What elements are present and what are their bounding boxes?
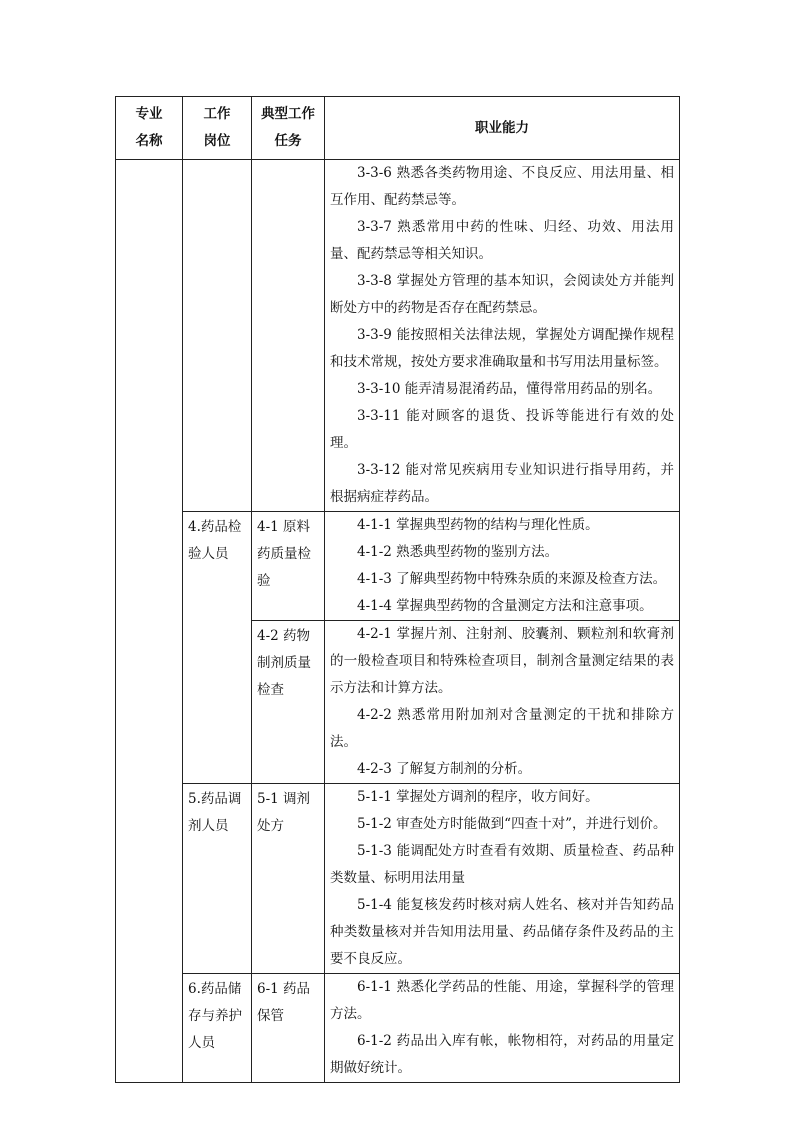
position-cell: 6.药品储存与养护人员 (183, 974, 252, 1083)
table-row (116, 512, 680, 621)
competency-table (115, 96, 680, 1083)
major-name-cell (116, 160, 183, 1083)
ability-item: 5-1-3 能调配处方时查看有效期、质量检查、药品种类数量、标明用法用量 (330, 843, 674, 886)
header-task-line2: 任务 (274, 133, 302, 149)
ability-item: 3-3-9 能按照相关法律法规，掌握处方调配操作规程和技术常规，按处方要求准确取量和书写用法用量标签。 (330, 327, 674, 370)
ability-item: 3-3-8 掌握处方管理的基本知识，会阅读处方并能判断处方中的药物是否存在配药禁忌。 (330, 273, 674, 316)
header-typical-task (252, 97, 325, 160)
ability-cell (325, 621, 680, 784)
ability-item: 4-1-4 掌握典型药物的含量测定方法和注意事项。 (357, 598, 653, 614)
ability-item: 6-1-1 熟悉化学药品的性能、用途，掌握科学的管理方法。 (330, 979, 674, 1022)
ability-item: 4-1-2 熟悉典型药物的鉴别方法。 (357, 544, 559, 560)
position-cell: 4.药品检验人员 (183, 512, 252, 784)
header-row (116, 97, 680, 160)
ability-cell (325, 512, 680, 621)
ability-item: 3-3-12 能对常见疾病用专业知识进行指导用药，并根据病症荐药品。 (330, 462, 674, 505)
ability-cell (325, 974, 680, 1083)
table-row (116, 160, 680, 512)
task-cell: 4-2 药物制剂质量检查 (252, 621, 325, 784)
table-row (116, 974, 680, 1083)
ability-item: 5-1-4 能复核发药时核对病人姓名、核对并告知药品种类数量核对并告知用法用量、药品储存条件及药品的主要不良反应。 (330, 897, 674, 967)
ability-item: 3-3-7 熟悉常用中药的性味、归经、功效、用法用量、配药禁忌等相关知识。 (330, 219, 674, 262)
ability-item: 4-1-1 掌握典型药物的结构与理化性质。 (357, 517, 599, 533)
ability-item: 6-1-2 药品出入库有帐，帐物相符，对药品的用量定期做好统计。 (330, 1033, 674, 1076)
ability-item: 4-2-2 熟悉常用附加剂对含量测定的干扰和排除方法。 (330, 707, 674, 750)
table-row (116, 784, 680, 974)
ability-item: 4-1-3 了解典型药物中特殊杂质的来源及检查方法。 (357, 571, 667, 587)
ability-cell (325, 784, 680, 974)
header-major-line2: 名称 (135, 133, 163, 149)
header-job-position (183, 97, 252, 160)
header-job-line2: 岗位 (203, 133, 231, 149)
ability-cell (325, 160, 680, 512)
position-cell (183, 160, 252, 512)
ability-item: 5-1-1 掌握处方调剂的程序，收方间好。 (357, 789, 599, 805)
header-major-line1: 专业 (135, 106, 163, 122)
ability-item: 5-1-2 审查处方时能做到“四查十对”，并进行划价。 (357, 816, 667, 832)
task-cell (252, 160, 325, 512)
header-major-name (116, 97, 183, 160)
task-cell: 6-1 药品保管 (252, 974, 325, 1083)
position-cell: 5.药品调剂人员 (183, 784, 252, 974)
ability-item: 3-3-10 能弄清易混淆药品，懂得常用药品的别名。 (357, 381, 662, 397)
task-cell: 4-1 原料药质量检验 (252, 512, 325, 621)
ability-item: 3-3-6 熟悉各类药物用途、不良反应、用法用量、相互作用、配药禁忌等。 (330, 165, 674, 208)
ability-item: 3-3-11 能对顾客的退货、投诉等能进行有效的处理。 (330, 408, 674, 451)
header-task-line1: 典型工作 (261, 106, 315, 122)
ability-item: 4-2-3 了解复方制剂的分析。 (357, 761, 532, 777)
header-competency: 职业能力 (325, 97, 680, 160)
header-job-line1: 工作 (203, 106, 231, 122)
task-cell: 5-1 调剂处方 (252, 784, 325, 974)
ability-item: 4-2-1 掌握片剂、注射剂、胶囊剂、颗粒剂和软膏剂的一般检查项目和特殊检查项目，制剂含量测定结果的表示方法和计算方法。 (330, 626, 674, 696)
